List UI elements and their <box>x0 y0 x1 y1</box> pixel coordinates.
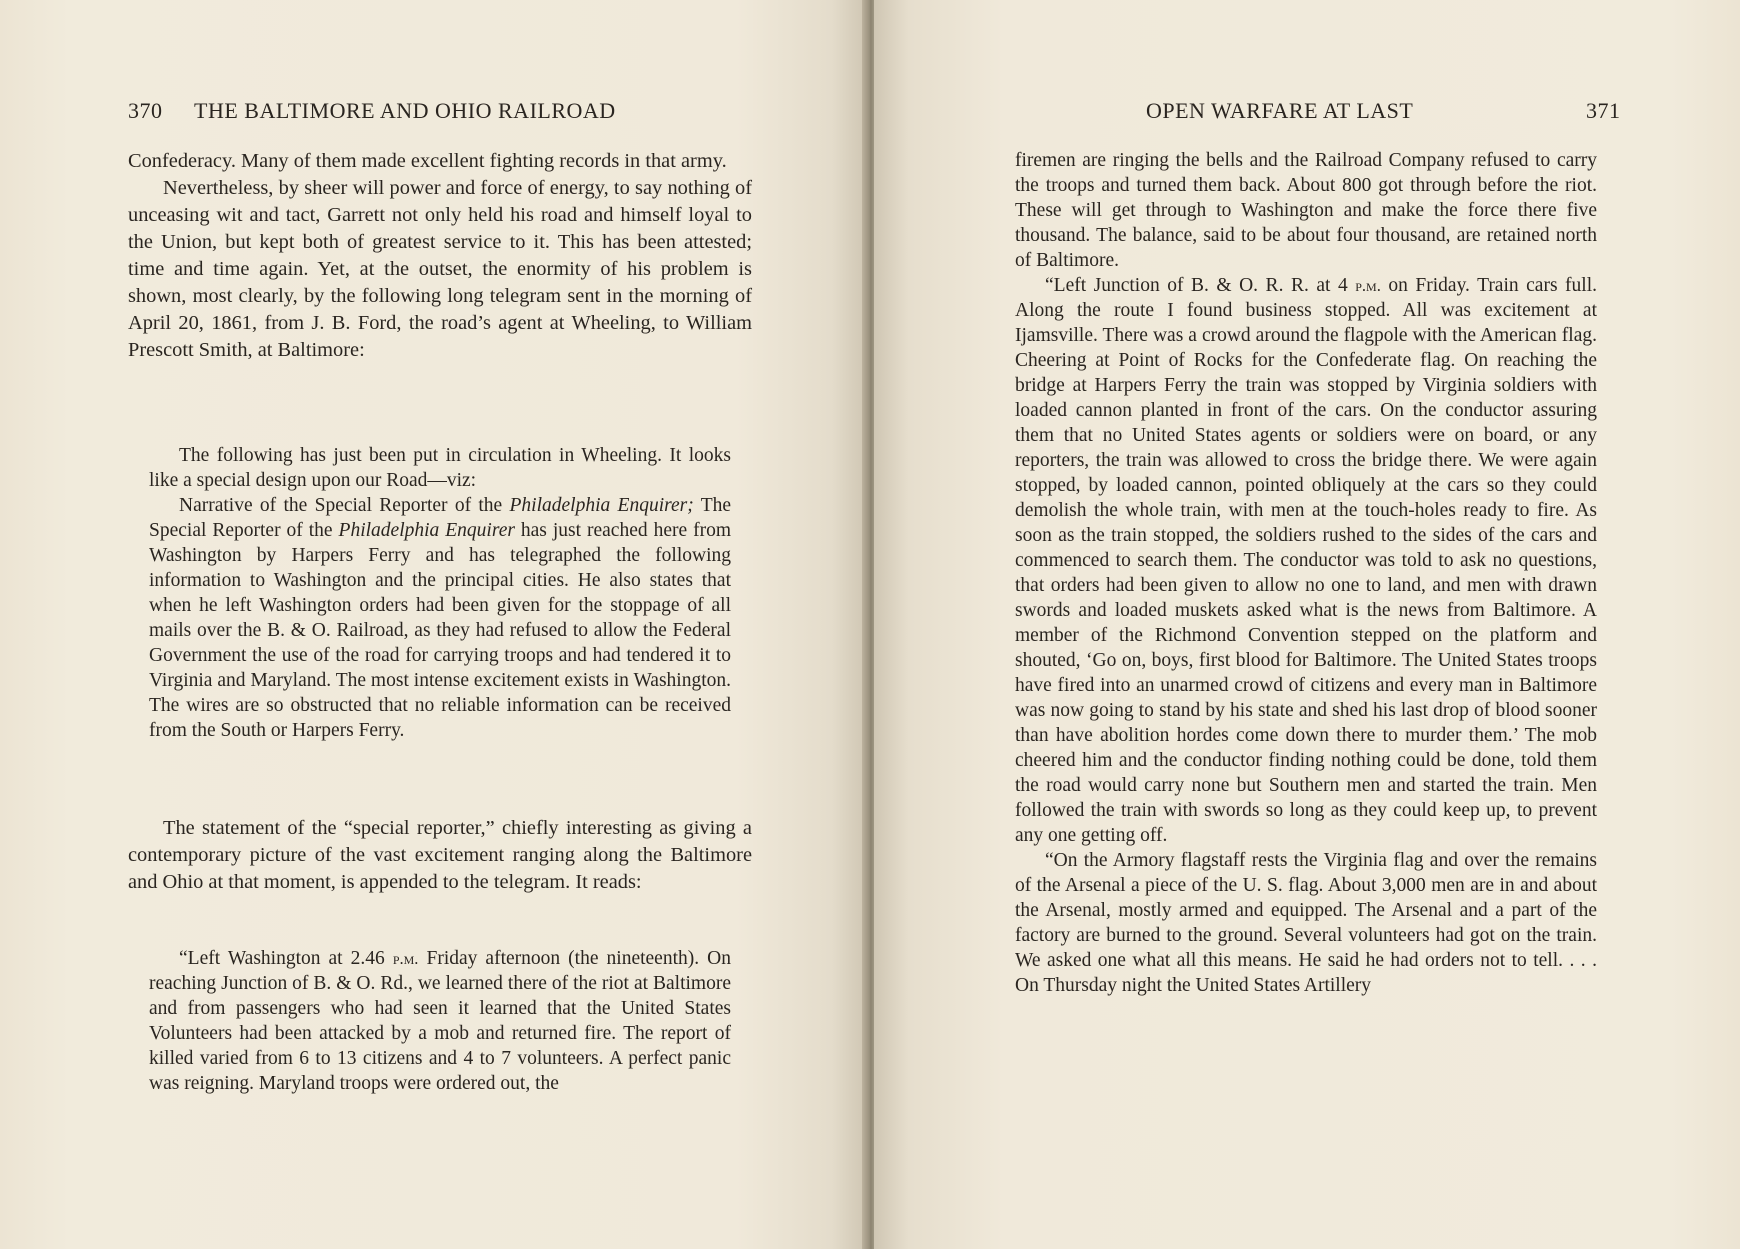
right-page-number: 371 <box>1586 98 1621 123</box>
left-body-top <box>128 148 752 364</box>
left-quote-paragraph-1: The following has just been put in circulation in Wheeling. It looks like a special design upon our Road—viz: <box>149 445 731 491</box>
left-page-number: 370 <box>128 98 163 123</box>
right-quote-paragraph-1: firemen are ringing the bells and the Railroad Company refused to carry the troops and turned them back. About 800 got through before the riot. These will get through to Washington and make the force there five thousand. The balance, said to be about four thousand, are retained north of Baltimore. <box>1015 150 1597 271</box>
left-running-head: THE BALTIMORE AND OHIO RAILROAD <box>194 98 616 123</box>
left-paragraph-3: The statement of the “special reporter,” chiefly interesting as giving a contemporary picture of the vast excitement ranging along the Baltimore and Ohio at that moment, is appended to the telegram. It reads: <box>128 817 752 893</box>
right-quote-paragraph-2: “Left Junction of B. & O. R. R. at 4 p.m. on Friday. Train cars full. Along the route I found business stopped. All was excitement at Ijamsville. There was a crowd around the flagpole with the American flag. Cheering at Point of Rocks for the Confederate flag. On reaching the bridge at Harpers Ferry the train was stopped by Virginia soldiers with loaded cannon planted in front of the cars. On the conductor assuring them that no United States agents or soldiers were on board, or any reporters, the train was allowed to cross the bridge there. We were again stopped, by loaded cannon, pointed obliquely at the cars so they could demolish the whole train, with men at the touch-holes ready to fire. As soon as the train stopped, the soldiers rushed to the sides of the cars and commenced to search them. The conductor was told to ask no questions, that orders had been given to allow no one to land, and men with drawn swords and loaded muskets asked what is the news from Baltimore. A member of the Richmond Convention stepped on the platform and shouted, ‘Go on, boys, first blood for Baltimore. The United States troops have fired into an unarmed crowd of citizens and every man in Baltimore was now going to stand by his state and shed his last drop of blood sooner than have abolition hordes come down there to murder them.’ The mob cheered him and the conductor finding nothing could be done, told them the road would carry none but Southern men and started the train. Men followed the train with swords so long as they could keep up, to prevent any one getting off. <box>1015 275 1598 846</box>
right-block-quote <box>1015 148 1597 998</box>
left-body-bottom <box>128 815 752 896</box>
left-quote-paragraph-2: Narrative of the Special Reporter of the Philadelphia Enquirer; The Special Reporter of the Philadelphia Enquirer has just reached here from Washington by Harpers Ferry and has telegraphed the following information to Washington and the principal cities. He also states that when he left Washington orders had been given for the stoppage of all mails over the B. & O. Railroad, as they had refused to allow the Federal Government the use of the road for carrying troops and had tendered it to Virginia and Maryland. The most intense excitement exists in Washington. The wires are so obstructed that no reliable information can be received from the South or Harpers Ferry. <box>149 495 732 741</box>
left-block-quote-1 <box>149 443 731 743</box>
left-page <box>0 0 866 1249</box>
left-paragraph-1: Confederacy. Many of them made excellent fighting records in that army. <box>128 150 727 172</box>
newspaper-title: Philadelphia Enquirer <box>338 520 515 541</box>
right-page <box>874 0 1740 1249</box>
right-running-head: OPEN WARFARE AT LAST <box>1146 98 1414 123</box>
left-quote-paragraph-3: “Left Washington at 2.46 p.m. Friday afternoon (the nineteenth). On reaching Junction of B. & O. Rd., we learned there of the riot at Baltimore and from passengers who had seen it learned that the United States Volunteers had been attacked by a mob and returned fire. The report of killed varied from 6 to 13 citizens and 4 to 7 volunteers. A perfect panic was reigning. Maryland troops were ordered out, the <box>149 948 731 1094</box>
newspaper-title: Philadelphia Enquirer; <box>509 495 694 516</box>
left-block-quote-2 <box>149 946 731 1096</box>
right-quote-paragraph-3: “On the Armory flagstaff rests the Virginia flag and over the remains of the Arsenal a piece of the U. S. flag. About 3,000 men are in and about the Arsenal, mostly armed and equipped. The Arsenal and a part of the factory are burned to the ground. Several volunteers had got on the train. We asked one what all this means. He said he had orders not to tell. . . . On Thursday night the United States Artillery <box>1015 850 1597 996</box>
left-paragraph-2: Nevertheless, by sheer will power and force of energy, to say nothing of unceasing wit and tact, Garrett not only held his road and himself loyal to the Union, but kept both of greatest service to it. This has been attested; time and time again. Yet, at the outset, the enormity of his problem is shown, most clearly, by the following long telegram sent in the morning of April 20, 1861, from J. B. Ford, the road’s agent at Wheeling, to William Prescott Smith, at Baltimore: <box>128 177 752 361</box>
